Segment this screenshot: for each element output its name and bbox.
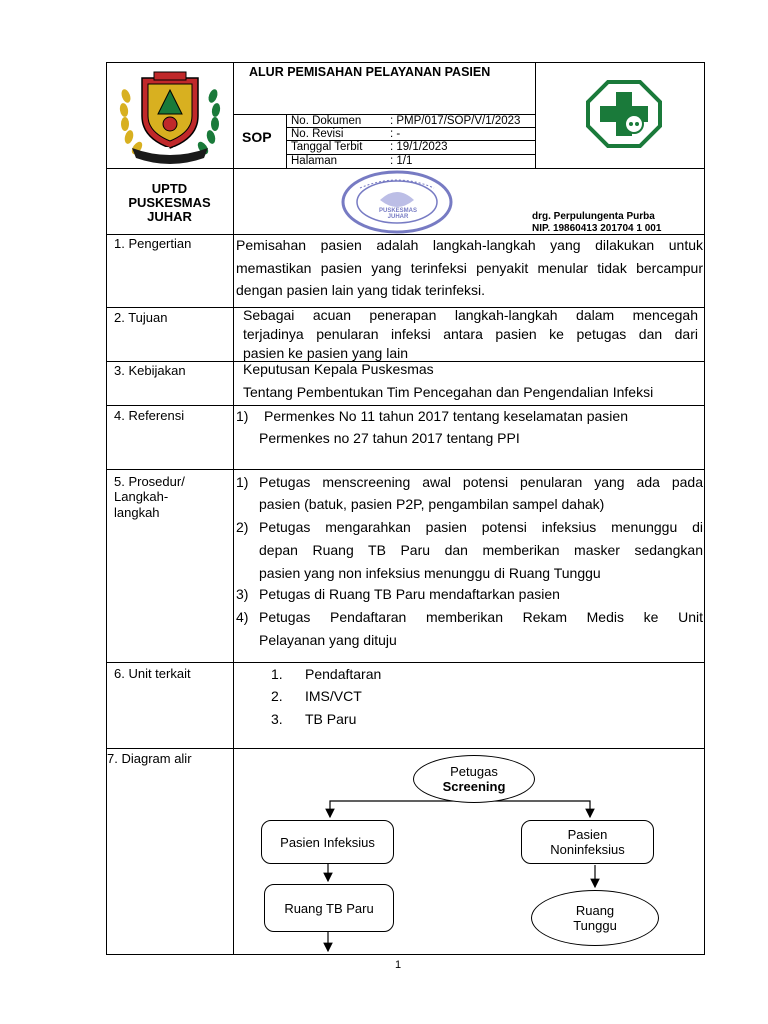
step-line: depan Ruang TB Paru dan memberikan masker sedangkan [259, 542, 703, 558]
step-line: Pelayanan yang dituju [259, 632, 397, 648]
pengertian-line: dengan pasien lain yang tidak terinfeksi. [236, 282, 486, 298]
tujuan-line: Sebagai acuan penerapan langkah-langkah dalam mencegah [243, 307, 698, 323]
step-number: 3) [236, 586, 249, 602]
meta-label: No. Dokumen [291, 114, 362, 127]
flow-box-tb-paru [264, 884, 394, 932]
step-line: Petugas Pendaftaran memberikan Rekam Medis ke Unit [259, 609, 703, 625]
flow-box-tb-paru-label: Ruang TB Paru [284, 900, 374, 916]
pengertian-line: Pemisahan pasien adalah langkah-langkah yang dilakukan untuk [236, 237, 703, 253]
flow-box-noninfeksius-line2: Noninfeksius [550, 842, 625, 857]
document-title: ALUR PEMISAHAN PELAYANAN PASIEN [249, 65, 491, 79]
page-number: 1 [395, 959, 402, 971]
step-number: 2) [236, 519, 249, 535]
unit-item: IMS/VCT [305, 688, 362, 704]
meta-value: : - [390, 127, 401, 140]
kebijakan-line: Tentang Pembentukan Tim Pencegahan dan Pengendalian Infeksi [243, 384, 654, 400]
flow-box-infeksius [261, 820, 394, 864]
logo-banner-text: PIJER PODI [147, 147, 193, 154]
step-line: Petugas mengarahkan pasien potensi infeksius menunggu di [259, 519, 703, 535]
meta-label: Halaman [291, 154, 338, 167]
meta-value: : 1/1 [390, 154, 413, 167]
flow-box-noninfeksius [521, 820, 654, 864]
unit-item: Pendaftaran [305, 666, 382, 682]
label-prosedur-l2: Langkah- [114, 489, 169, 504]
flow-start-line2: Screening [442, 779, 506, 794]
label-pengertian: 1. Pengertian [114, 236, 192, 251]
org-name-line1: UPTD [151, 181, 188, 196]
flow-box-noninfeksius-line1: Pasien [567, 827, 608, 842]
meta-value: : PMP/017/SOP/V/1/2023 [390, 114, 521, 127]
tujuan-line: pasien ke pasien yang lain [243, 345, 409, 361]
pengertian-line: memastikan pasien yang terinfeksi penyakit menular tidak bercampur [236, 260, 703, 276]
connector-to-infeksius [330, 801, 473, 817]
label-prosedur-l1: 5. Prosedur/ [114, 474, 185, 489]
unit-item: TB Paru [305, 711, 357, 727]
step-line: pasien (batuk, pasien P2P, pengambilan sampel dahak) [259, 496, 605, 512]
flow-end-line1: Ruang [575, 903, 615, 918]
sop-label: SOP [242, 129, 272, 145]
kebijakan-line: Keputusan Kepala Puskesmas [243, 361, 434, 377]
step-number: 1) [236, 474, 249, 490]
step-number: 4) [236, 609, 249, 625]
stamp-text: PUSKESMAS JUHAR [378, 208, 417, 220]
flow-start-line1: Petugas [450, 764, 498, 779]
meta-label: Tanggal Terbit [291, 141, 363, 153]
signer-nip: NIP. 19860413 201704 1 001 [532, 223, 662, 234]
meta-value: : 19/1/2023 [390, 141, 448, 153]
label-prosedur-l3: langkah [114, 505, 160, 520]
referensi-marker: 1) [236, 408, 249, 424]
flow-box-infeksius-label: Pasien Infeksius [280, 834, 375, 850]
unit-number: 1. [271, 666, 283, 682]
step-line: Petugas menscreening awal potensi penularan yang ada pada [259, 474, 703, 490]
flow-start-screening [413, 755, 535, 803]
step-line: pasien yang non infeksius menunggu di Ruang Tunggu [259, 565, 601, 581]
flow-end-ruang-tunggu [531, 890, 659, 946]
unit-number: 3. [271, 711, 283, 727]
referensi-line: Permenkes no 27 tahun 2017 tentang PPI [259, 430, 520, 446]
step-line: Petugas di Ruang TB Paru mendaftarkan pasien [259, 586, 560, 602]
unit-number: 2. [271, 688, 283, 704]
label-referensi: 4. Referensi [114, 408, 185, 423]
org-name-line3: JUHAR [147, 209, 192, 224]
org-name-line2: PUSKESMAS [128, 195, 211, 210]
flow-end-line2: Tunggu [573, 918, 617, 933]
referensi-line: Permenkes No 11 tahun 2017 tentang keselamatan pasien [264, 408, 628, 424]
tujuan-line: terjadinya penularan infeksi antara pasien ke petugas dan dari [243, 326, 698, 342]
meta-label: No. Revisi [291, 127, 344, 140]
label-tujuan: 2. Tujuan [114, 310, 168, 325]
label-unit-terkait: 6. Unit terkait [114, 666, 191, 681]
signer-name: drg. Perpulungenta Purba [532, 211, 655, 222]
label-diagram: 7. Diagram alir [107, 751, 192, 766]
connector-to-noninfeksius [473, 801, 590, 817]
label-kebijakan: 3. Kebijakan [114, 363, 186, 378]
